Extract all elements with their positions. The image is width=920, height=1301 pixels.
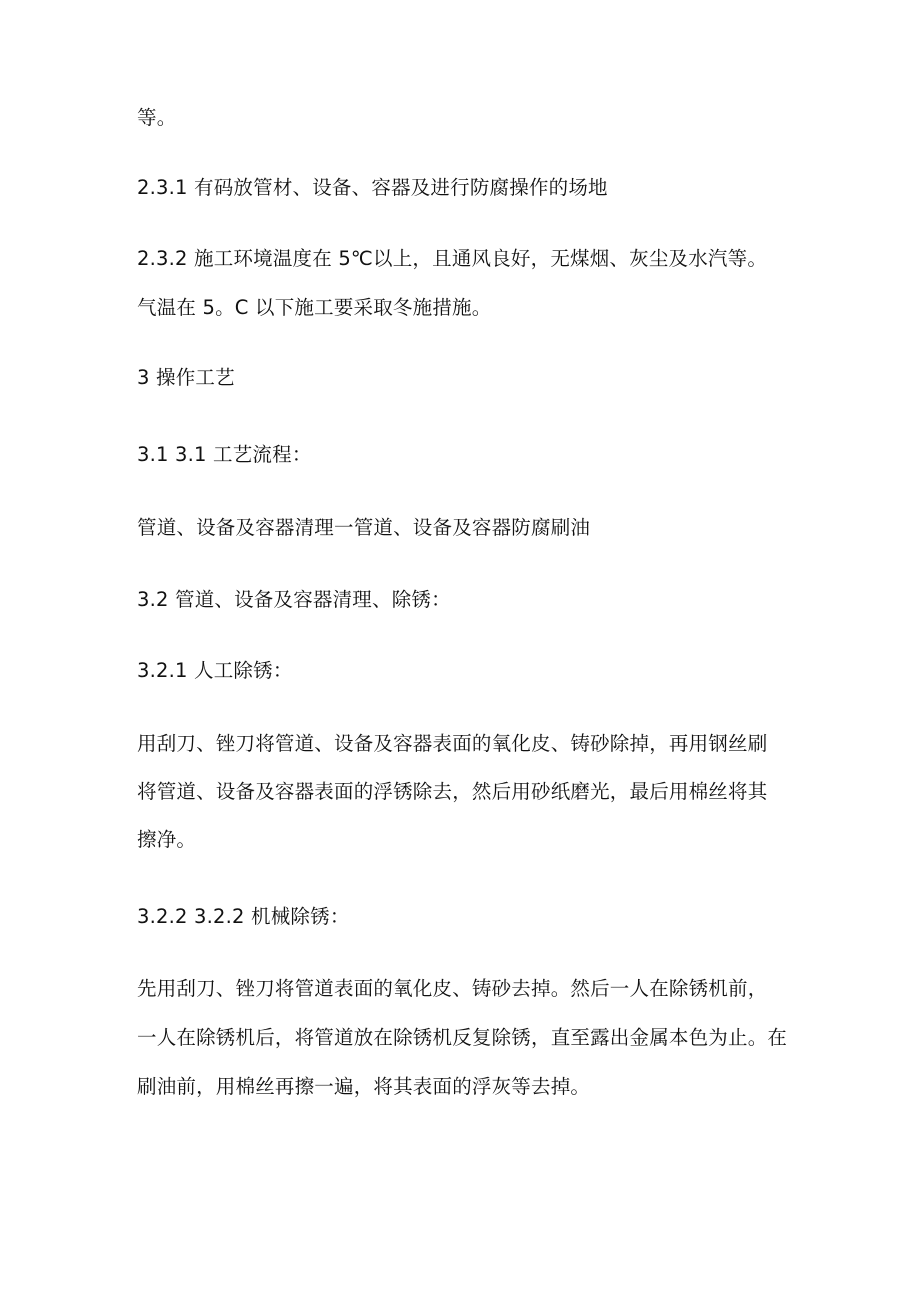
section-2-3-2-continued: 气温在 5。C 以下施工要采取冬施措施。 [137,296,492,319]
text-line-continuation: 等。 [137,106,177,129]
mechanical-derusting-line-3: 刷油前，用棉丝再擦一遍，将其表面的浮灰等去掉。 [137,1075,591,1098]
section-2-3-2: 2.3.2 施工环境温度在 5℃以上，且通风良好，无煤烟、灰尘及水汽等。 [137,247,768,270]
manual-derusting-line-2: 将管道、设备及容器表面的浮锈除去，然后用砂纸磨光，最后用棉丝将其 [137,780,768,803]
section-3-2-1-heading: 3.2.1 人工除锈： [137,659,293,682]
section-3-2-heading: 3.2 管道、设备及容器清理、除锈： [137,588,451,611]
section-3-1-heading: 3.1 3.1 工艺流程： [137,443,312,466]
section-3-2-2-heading: 3.2.2 3.2.2 机械除锈： [137,905,350,928]
manual-derusting-line-1: 用刮刀、锉刀将管道、设备及容器表面的氧化皮、铸砂除掉，再用钢丝刷 [137,732,768,755]
manual-derusting-line-3: 擦净。 [137,828,197,851]
section-3-heading: 3 操作工艺 [137,366,235,389]
mechanical-derusting-line-1: 先用刮刀、锉刀将管道表面的氧化皮、铸砂去掉。然后一人在除锈机前， [137,977,768,1000]
mechanical-derusting-line-2: 一人在除锈机后，将管道放在除锈机反复除锈，直至露出金属本色为止。在 [137,1026,788,1049]
section-2-3-1: 2.3.1 有码放管材、设备、容器及进行防腐操作的场地 [137,176,608,199]
process-flow-text: 管道、设备及容器清理一管道、设备及容器防腐刷油 [137,516,591,539]
